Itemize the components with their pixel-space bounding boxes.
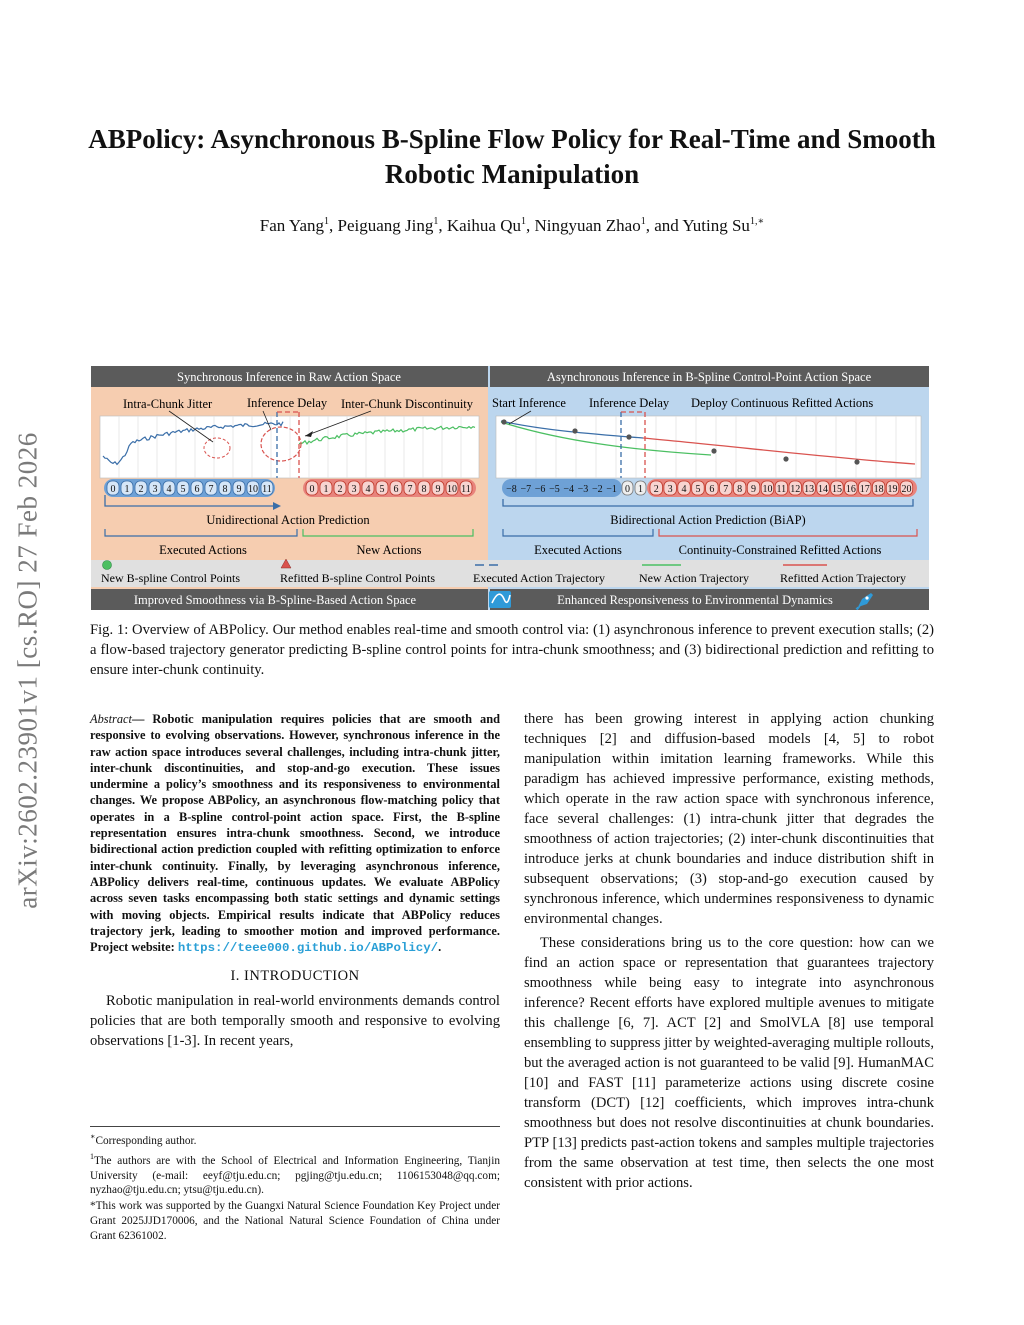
- action-token-label: 10: [248, 484, 258, 495]
- footnote-corresponding: ∗Corresponding author.: [90, 1132, 197, 1147]
- action-token-label: −4: [563, 484, 575, 495]
- action-token-label: 5: [379, 484, 385, 495]
- action-token-label: −2: [591, 484, 603, 495]
- legend-new-traj: New Action Trajectory: [639, 571, 749, 585]
- action-token-label: 11: [461, 484, 471, 495]
- action-token-label: 4: [166, 484, 172, 495]
- discontinuity-label: Inter-Chunk Discontinuity: [341, 397, 474, 411]
- footer-left: Improved Smoothness via B-Spline-Based Action Space: [133, 593, 417, 607]
- left-executed-label: Executed Actions: [159, 543, 247, 557]
- control-point: [783, 456, 788, 461]
- left-delay-label: Inference Delay: [247, 396, 328, 410]
- action-token-label: 5: [695, 484, 701, 495]
- action-token-label: 19: [887, 484, 898, 495]
- action-token-label: 17: [859, 484, 870, 495]
- control-point: [501, 419, 506, 424]
- project-url[interactable]: https://teee000.github.io/ABPolicy/: [177, 941, 439, 956]
- action-token-label: 9: [751, 484, 757, 495]
- action-token-label: 11: [776, 484, 787, 495]
- action-token-label: 7: [723, 484, 729, 495]
- jitter-label: Intra-Chunk Jitter: [123, 397, 213, 411]
- right-executed-label: Executed Actions: [534, 543, 622, 557]
- action-token-label: 6: [393, 484, 399, 495]
- author-name: Ningyuan Zhao: [534, 216, 641, 235]
- action-token-label: −7: [520, 484, 532, 495]
- action-token-label: 7: [208, 484, 214, 495]
- action-token-label: 20: [901, 484, 912, 495]
- action-token-label: 0: [625, 484, 630, 495]
- action-token-label: −6: [534, 484, 546, 495]
- intro-paragraph: Robotic manipulation in real-world environments demands control policies that are both temporally smooth and responsive to evolving observations [1-3]. In recent years,: [90, 993, 500, 1050]
- start-inference-label: Start Inference: [492, 396, 566, 410]
- author-name: Kaihua Qu: [446, 216, 521, 235]
- action-token-label: 10: [762, 484, 773, 495]
- action-token-label: 15: [831, 484, 842, 495]
- action-token-label: 8: [222, 484, 228, 495]
- control-point: [572, 428, 577, 433]
- footnote-affiliation: $^1$The authors are with the School of Electrical and Information Engineering, Tianjin University (e-mail: eeyf@tju.edu.cn; pgjing@tju.edu.cn; 1106153048@qq.com; nyzhao@tju.edu.cn; ytsu@tju.edu.cn).: [90, 1151, 500, 1197]
- deploy-label: Deploy Continuous Refitted Actions: [691, 396, 874, 410]
- action-token-label: 1: [638, 484, 643, 495]
- action-token-label: 0: [309, 484, 315, 495]
- control-point: [854, 459, 859, 464]
- footnotes: [90, 1126, 500, 1244]
- arxiv-id: arXiv:2602.23901v1 [cs.RO] 27 Feb 2026: [12, 431, 43, 909]
- smooth-curve-icon: [489, 591, 511, 608]
- intro-paragraph: These considerations bring us to the core question: how can we find an action space or representation that guarantees trajectory smoothness while being easy to integrate into asynchronous inference? Recent efforts have explored multiple avenues to mitigate this challenge [6, 7]. ACT [2] and SmolVLA [8] use temporal ensembling to suppress jitter by weighted-averaging multiple rollouts, but the averaged action is not guaranteed to be valid [9]. HumanMAC [10] and FAST [11] parameterize actions using discrete cosine transform (DCT) [12] coefficients, which improves intra-chunk smoothness but does not resolve discontinuities at chunk boundaries. PTP [13] predicts past-action tokens and samples multiple trajectories from the same observation at test time, then selects the one most consistent with prior actions.: [524, 935, 934, 1191]
- action-token-label: 6: [194, 484, 200, 495]
- action-token-label: 13: [804, 484, 815, 495]
- intro-paragraph: there has been growing interest in applying action chunking techniques [2] and diffusion-based models [4, 5] to robot manipulation within imitation learning frameworks. While this paradigm has achieved impressive performance, existing methods, which operate in the raw action space with synchronous inference, face several challenges: (1) intra-chunk jitter that degrades the smoothness of action trajectories; (2) inter-chunk discontinuities that introduce jerks at chunk boundaries and induce distribution shift in subsequent observations; (3) stop-and-go execution caused by synchronous inference, which undermines responsiveness to dynamic environmental changes.: [524, 711, 934, 927]
- author-list: Fan Yang$^1$, Peiguang Jing$^1$, Kaihua Qu$^1$, Ningyuan Zhao$^1$, and Yuting $Su^{1,∗}$: [259, 216, 765, 235]
- control-point: [711, 448, 716, 453]
- action-token-label: 2: [653, 484, 659, 495]
- action-token-label: 4: [365, 484, 371, 495]
- action-token-label: 3: [351, 484, 357, 495]
- author-name: Fan Yang: [259, 216, 324, 235]
- abstract-body: Robotic manipulation requires policies that are smooth and responsive to evolving observations. However, synchronous inference in the raw action space introduces several challenges, including intra-chunk jitter, inter-chunk discontinuities, and stop-and-go execution. These issues undermine a policy’s smoothness and its responsiveness to environmental changes. We propose ABPolicy, an asynchronous flow-matching policy that operates in a B-spline control-point action space. First, the B-spline representation ensures intra-chunk smoothness. Second, we introduce bidirectional action prediction coupled with refitting optimization to enforce inter-chunk continuity. Finally, by leveraging asynchronous inference, ABPolicy delivers real-time, continuous updates. We evaluate ABPolicy across seven tasks encompassing both static settings and dynamic settings with moving objects. Empirical results indicate that ABPolicy reduces trajectory jerk, leading to smoother motion and improved performance. Project website:: [90, 712, 500, 955]
- action-token-label: 2: [337, 484, 343, 495]
- right-refitted-label: Continuity-Constrained Refitted Actions: [678, 543, 882, 557]
- action-token-label: 3: [667, 484, 673, 495]
- control-point: [626, 434, 631, 439]
- action-token-label: 6: [709, 484, 715, 495]
- figure-caption: Fig. 1: Overview of ABPolicy. Our method enables real-time and smooth control via: (1) asynchronous inference to prevent execution stalls; (2) a flow-based trajectory generator predicting B-spline control points for intra-chunk smoothness; and (3) bidirectional prediction and refitting to ensure inter-chunk continuity.: [90, 622, 934, 678]
- action-token-label: −8: [506, 484, 517, 495]
- action-token-label: 12: [790, 484, 801, 495]
- overview-figure: [91, 366, 929, 610]
- action-token-label: 2: [138, 484, 144, 495]
- right-column: [524, 709, 934, 1193]
- paper-title: ABPolicy: Asynchronous B-Spline Flow Policy for Real-Time and Smooth Robotic Manipulation: [88, 124, 936, 189]
- left-column: [90, 711, 500, 1051]
- left-prediction-label: Unidirectional Action Prediction: [206, 513, 370, 527]
- right-plot-area: [496, 416, 921, 478]
- legend-exec-traj: Executed Action Trajectory: [473, 571, 605, 585]
- left-new-label: New Actions: [356, 543, 422, 557]
- action-token-label: 8: [421, 484, 427, 495]
- legend-refit-traj: Refitted Action Trajectory: [780, 571, 906, 585]
- action-token-label: 1: [323, 484, 329, 495]
- section-heading: I. INTRODUCTION: [230, 968, 360, 985]
- left-header: Synchronous Inference in Raw Action Space: [177, 370, 401, 384]
- right-header: Asynchronous Inference in B-Spline Control-Point Action Space: [546, 370, 872, 384]
- right-prediction-label: Bidirectional Action Prediction (BiAP): [610, 513, 806, 527]
- action-token-label: −1: [606, 484, 617, 495]
- action-token-label: 11: [262, 484, 272, 495]
- action-token-label: −5: [549, 484, 560, 495]
- footer-right: Enhanced Responsiveness to Environmental Dynamics: [557, 593, 833, 607]
- action-token-label: 1: [124, 484, 130, 495]
- action-token-label: 14: [818, 484, 829, 495]
- action-token-label: 9: [435, 484, 441, 495]
- action-token-label: 10: [447, 484, 457, 495]
- action-token-label: 16: [845, 484, 856, 495]
- action-token-label: 7: [407, 484, 413, 495]
- author-name: Yuting Su: [682, 216, 750, 235]
- abstract-lead: Abstract: [90, 712, 132, 726]
- action-token-label: 8: [737, 484, 743, 495]
- right-delay-label: Inference Delay: [589, 396, 670, 410]
- action-token-label: 0: [110, 484, 116, 495]
- author-name: Peiguang Jing: [337, 216, 434, 235]
- abstract: Abstract— Robotic manipulation requires policies that are smooth and responsive to evolving observations. However, synchronous inference in the raw action space introduces several challenges, including intra-chunk jitter, inter-chunk discontinuities, and stop-and-go execution. These issues undermine a policy’s smoothness and its responsiveness to environmental changes. We propose ABPolicy, an asynchronous flow-matching policy that operates in a B-spline control-point action space. First, the B-spline representation ensures intra-chunk smoothness. Second, we introduce bidirectional action prediction coupled with refitting optimization to enforce inter-chunk continuity. Finally, by leveraging asynchronous inference, ABPolicy delivers real-time, continuous updates. We evaluate ABPolicy across seven tasks encompassing both static settings and dynamic settings with moving objects. Empirical results indicate that ABPolicy reduces trajectory jerk, leading to smoother motion and improved performance. Project website: https://teee000.github.io/ABPolicy/.: [90, 712, 500, 956]
- arxiv-sidebar-id: [8, 370, 48, 970]
- action-token-label: 9: [236, 484, 242, 495]
- action-token-label: −3: [577, 484, 589, 495]
- action-token-label: 5: [180, 484, 186, 495]
- action-token-label: 3: [152, 484, 158, 495]
- legend-refit-cp: Refitted B-spline Control Points: [280, 571, 435, 585]
- legend-new-cp: New B-spline Control Points: [101, 571, 241, 585]
- footnote-funding: *This work was supported by the Guangxi Natural Science Foundation Key Project under Grant 2025JJD170006, and the National Natural Science Foundation of China under Grant 62361002.: [90, 1200, 500, 1242]
- action-token-label: 18: [873, 484, 884, 495]
- action-token-label: 4: [681, 484, 687, 495]
